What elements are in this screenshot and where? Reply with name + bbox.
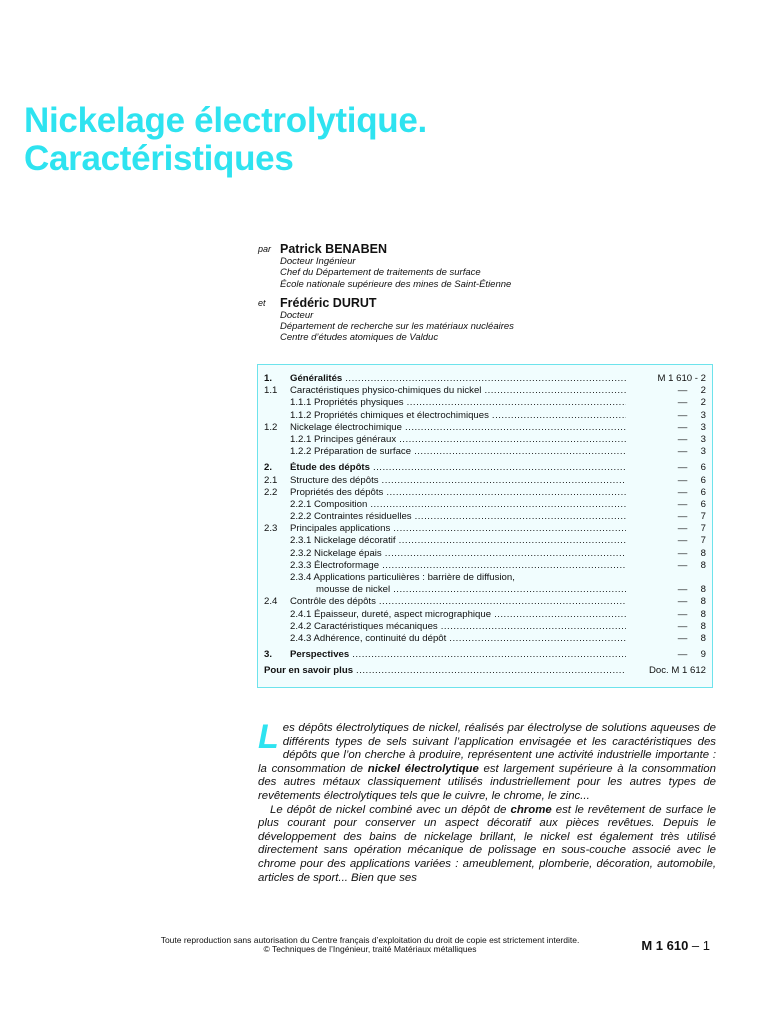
document-code: M 1 610 (641, 938, 689, 953)
toc-label-wrap (290, 511, 626, 523)
author-prefix: par (258, 244, 272, 254)
toc-label-wrap (290, 434, 626, 446)
toc-label-wrap (290, 385, 626, 397)
toc-row[interactable] (264, 560, 706, 572)
toc-label: 2.3.1 Nickelage décoratif (290, 535, 396, 547)
toc-label: Contrôle des dépôts (290, 596, 376, 608)
toc-row[interactable] (264, 462, 706, 474)
toc-page-ref: — 8 (677, 559, 706, 571)
paragraph-text: es dépôts électrolytiques de nickel, réalisés par électrolyse de solutions aqueuses de différents types de sels suivant l’application envisagée et les caractéristiques des dépôts que l’on cherche à produire, représentent une activité industrielle importante : la consommation de (258, 722, 716, 775)
toc-row[interactable] (264, 609, 706, 621)
toc-page-ref: M 1 610 - 2 (657, 373, 706, 384)
toc-number: 1.1 (264, 385, 278, 397)
toc-row[interactable] (264, 410, 706, 422)
toc-label: 1.2.2 Préparation de surface (290, 446, 412, 458)
toc-row[interactable] (264, 548, 706, 560)
toc-label: Nickelage électrochimique (290, 421, 402, 433)
toc-page-ref: — 6 (677, 486, 706, 498)
toc-label: Caractéristiques physico-chimiques du nickel (290, 385, 482, 397)
toc-page-ref: — 8 (677, 547, 706, 559)
toc-page-ref: — 8 (677, 584, 706, 596)
toc-number: 2.4 (264, 596, 278, 608)
toc-label: Structure des dépôts (290, 474, 379, 486)
toc-label: 2.4.2 Caractéristiques mécaniques (290, 620, 438, 632)
toc-page-ref: — 3 (677, 433, 706, 445)
toc-number: 1.2 (264, 421, 278, 433)
toc-page-ref: — 2 (677, 397, 706, 409)
toc-row[interactable] (264, 596, 706, 608)
toc-label: 2.2.2 Contraintes résiduelles (290, 511, 412, 523)
toc-label-wrap (264, 665, 626, 677)
page-number (641, 938, 710, 953)
toc-number: 2.1 (264, 474, 278, 486)
toc-row[interactable] (264, 475, 706, 487)
toc-row[interactable] (264, 434, 706, 446)
toc-page-ref: — 7 (677, 511, 706, 523)
toc-page-ref: — 8 (677, 608, 706, 620)
toc-page-ref: — 3 (677, 409, 706, 421)
toc-label-wrap (290, 462, 626, 474)
toc-page-ref: — 6 (677, 498, 706, 510)
toc-label-wrap (290, 422, 626, 434)
toc-label: mousse de nickel (316, 584, 391, 596)
toc-row[interactable] (264, 397, 706, 409)
toc-row[interactable] (264, 584, 706, 596)
toc-label: 2.2.1 Composition (290, 498, 368, 510)
toc-row[interactable] (264, 499, 706, 511)
toc-label: 1.1.1 Propriétés physiques (290, 397, 404, 409)
toc-label: Pour en savoir plus (264, 665, 354, 677)
paragraph-text: Le dépôt de nickel combiné avec un dépôt de (270, 803, 511, 816)
body-text (258, 718, 716, 885)
toc-number: 2.3 (264, 523, 278, 535)
toc-row[interactable] (264, 621, 706, 633)
author-prefix: et (258, 297, 266, 308)
paragraph-text: est le revêtement de surface le plus courant pour conserver un aspect décoratif aux pièces revêtues. Depuis le développement des bains de nickelage brillant, le nickel est également très utilisé directement sans opération mécanique de polissage en sous-couche associé avec le chrome pour des applications variées : ameublement, plomberie, décoration, automobile, articles de sport... Bien que ses (258, 803, 716, 884)
toc-label-wrap (290, 548, 626, 560)
toc-number: 2.2 (264, 486, 278, 498)
toc-label-wrap (290, 535, 626, 547)
paragraph-bold: chrome (510, 803, 552, 816)
toc-label-wrap (290, 523, 626, 535)
toc-label: Perspectives (290, 649, 350, 661)
toc-number: 1. (264, 373, 273, 384)
author-name: Patrick BENABEN (280, 242, 387, 256)
page-title (24, 102, 427, 178)
toc-row[interactable] (264, 511, 706, 523)
toc-label-wrap (290, 633, 626, 645)
toc-label-wrap (290, 475, 626, 487)
copyright-footer (130, 936, 610, 954)
toc-label: 2.3.3 Électroformage (290, 559, 380, 571)
toc-label-wrap (290, 609, 626, 621)
paragraph-text: est largement supérieure à la consommation des autres métaux classiquement utilisés industriellement pour les autres types de revêtements électrolytiques tels que le cuivre, le chrome, le zinc... (258, 762, 716, 802)
toc-label: 2.3.2 Nickelage épais (290, 547, 382, 559)
toc-page-ref: — 7 (677, 535, 706, 547)
toc-label: 2.3.4 Applications particulières : barrière de diffusion, (290, 572, 515, 583)
author-role: Chef du Département de traitements de surface (280, 267, 481, 279)
toc-label-wrap (290, 487, 626, 499)
toc-label: 2.4.1 Épaisseur, dureté, aspect micrographique (290, 608, 492, 620)
toc-label-wrap (290, 410, 626, 422)
toc-label-wrap (290, 572, 626, 584)
footer-line-2: © Techniques de l’Ingénieur, traité Matériaux métalliques (263, 944, 477, 954)
toc-label-wrap (290, 373, 626, 385)
toc-row[interactable] (264, 572, 706, 584)
paragraph-bold: nickel électrolytique (367, 762, 479, 775)
toc-row[interactable] (264, 633, 706, 645)
paragraph-1 (258, 718, 716, 804)
toc-number: 2. (264, 462, 273, 474)
toc-label: 2.4.3 Adhérence, continuité du dépôt (290, 632, 447, 644)
toc-row[interactable] (264, 446, 706, 458)
toc-label-wrap (290, 397, 626, 409)
author-role: Centre d’études atomiques de Valduc (280, 332, 439, 344)
toc-label: Principales applications (290, 523, 391, 535)
toc-page-ref: — 6 (677, 462, 706, 474)
author-role: Docteur Ingénieur (280, 256, 356, 267)
toc-page-ref: — 2 (677, 385, 706, 397)
toc-page-ref: — 6 (677, 474, 706, 486)
toc-page-ref: — 8 (677, 620, 706, 632)
author-role: École nationale supérieure des mines de Saint-Étienne (280, 278, 512, 290)
toc-row[interactable] (264, 523, 706, 535)
toc-row[interactable] (264, 487, 706, 499)
toc-row[interactable] (264, 373, 706, 385)
toc-number: 3. (264, 649, 273, 661)
toc-page-ref: — 3 (677, 421, 706, 433)
title-line-1: Nickelage électrolytique. (24, 101, 427, 140)
toc-page-ref: — 8 (677, 632, 706, 644)
toc-row[interactable] (264, 649, 706, 661)
toc-page-ref: — 3 (677, 446, 706, 458)
toc-label: Propriétés des dépôts (290, 486, 384, 498)
dropcap: L (258, 718, 279, 756)
toc-row[interactable] (264, 535, 706, 547)
author-role: Département de recherche sur les matériaux nucléaires (280, 321, 514, 333)
toc-label: Généralités (290, 373, 343, 384)
toc-label-wrap (316, 584, 626, 596)
title-line-2: Caractéristiques (24, 139, 294, 178)
toc-page-ref: — 8 (677, 596, 706, 608)
author-role: Docteur (280, 309, 314, 321)
toc-row[interactable] (264, 385, 706, 397)
author-2 (258, 296, 728, 344)
page-index: – 1 (688, 938, 710, 953)
toc-label-wrap (290, 649, 626, 661)
footer-line-1: Toute reproduction sans autorisation du Centre français d’exploitation du droit de copie est strictement interdite. (160, 935, 580, 945)
toc-label-wrap (290, 596, 626, 608)
toc-page-ref: — 9 (677, 649, 706, 661)
table-of-contents (257, 364, 713, 688)
toc-label-wrap (290, 446, 626, 458)
toc-page-ref: — 7 (677, 523, 706, 535)
toc-row[interactable] (264, 665, 706, 677)
author-1 (258, 242, 728, 290)
toc-page-ref: Doc. M 1 612 (648, 665, 706, 677)
toc-label-wrap (290, 560, 626, 572)
toc-label-wrap (290, 499, 626, 511)
toc-row[interactable] (264, 422, 706, 434)
toc-label: 1.2.1 Principes généraux (290, 433, 397, 445)
authors (258, 242, 728, 350)
paragraph-2 (258, 804, 716, 886)
author-name: Frédéric DURUT (280, 295, 377, 310)
toc-label: 1.1.2 Propriétés chimiques et électrochimiques (290, 409, 489, 421)
toc-label-wrap (290, 621, 626, 633)
toc-label: Étude des dépôts (290, 462, 370, 474)
